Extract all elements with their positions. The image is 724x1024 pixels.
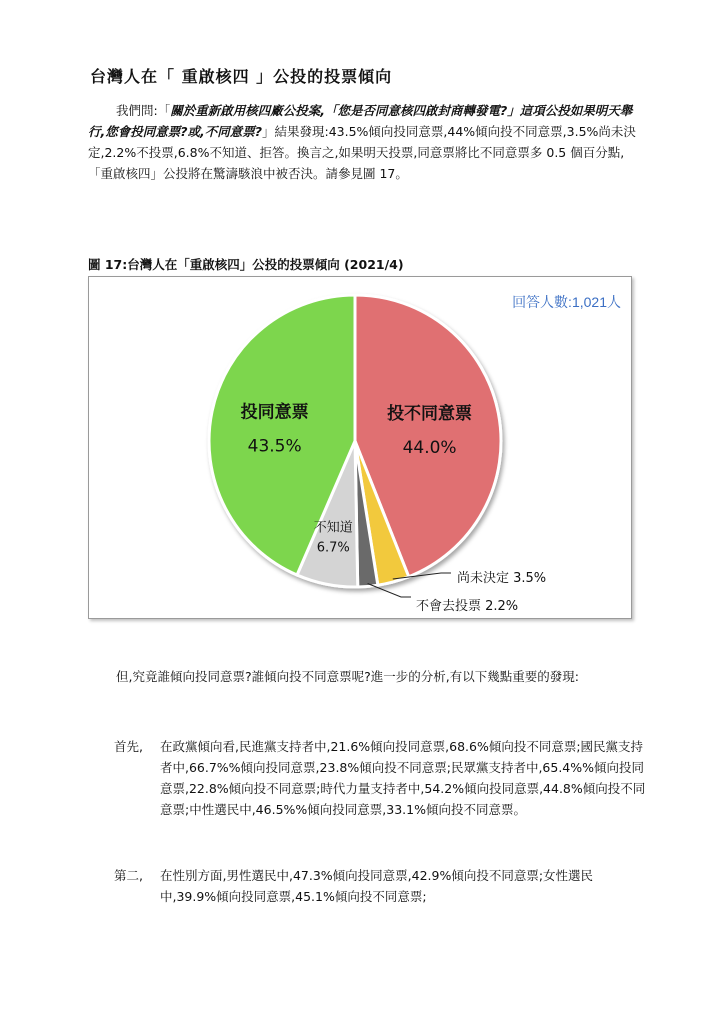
- page-title: 台灣人在「 重啟核四 」公投的投票傾向: [90, 67, 393, 86]
- slice-callout-label: 不會去投票 2.2%: [416, 599, 519, 614]
- slice-label: 投同意票: [240, 402, 309, 423]
- pie-chart: [89, 277, 631, 618]
- finding-lead: 第二,: [114, 868, 143, 883]
- figure-caption: 圖 17:台灣人在「重啟核四」公投的投票傾向 (2021/4): [88, 257, 404, 272]
- slice-value-label: 43.5%: [247, 436, 302, 457]
- respondent-count: 回答人數:1,021人: [512, 294, 621, 310]
- slice-label: 不知道: [313, 520, 353, 536]
- intro-lead: 我們問:「: [116, 103, 171, 118]
- finding-text: 在性別方面,男性選民中,47.3%傾向投同意票,42.9%傾向投不同意票;女性選民中,39.9%傾向投同意票,45.1%傾向投不同意票;: [160, 868, 594, 904]
- analysis-intro: 但,究竟誰傾向投同意票?誰傾向投不同意票呢?進一步的分析,有以下幾點重要的發現:: [116, 669, 579, 684]
- chart-frame: [88, 276, 632, 619]
- slice-callout-label: 尚未決定 3.5%: [457, 571, 547, 586]
- finding-text: 在政黨傾向看,民進黨支持者中,21.6%傾向投同意票,68.6%傾向投不同意票;國民黨支持者中,66.7%%傾向投同意票,23.8%傾向投不同意票;民眾黨支持者中,65.4%%傾向投同意票,22.8%傾向投不同意票;時代力量支持者中,54.2%傾向投同意票,44.8%傾向投不同意票;中性選民中,46.5%%傾向投同意票,33.1%傾向投不同意票。: [160, 739, 646, 817]
- finding-lead: 首先,: [114, 739, 143, 754]
- slice-label: 投不同意票: [387, 403, 473, 424]
- survey-question: 關於重新啟用核四廠公投案,「您是否同意核四啟封商轉發電?」這項公投如果明天舉行,您會投同意票?或,不同意票?: [88, 103, 633, 139]
- slice-value-label: 6.7%: [316, 540, 350, 556]
- finding-2: [114, 865, 646, 907]
- slice-value-label: 44.0%: [402, 437, 457, 458]
- intro-paragraph: [88, 100, 644, 184]
- finding-1: [114, 736, 646, 820]
- intro-result: 」結果發現:43.5%傾向投同意票,44%傾向投不同意票,3.5%尚未決定,2.2%不投票,6.8%不知道、拒答。換言之,如果明天投票,同意票將比不同意票多 0.5 個百分點,「重啟核四」公投將在驚濤駭浪中被否決。請參見圖 17。: [88, 124, 636, 181]
